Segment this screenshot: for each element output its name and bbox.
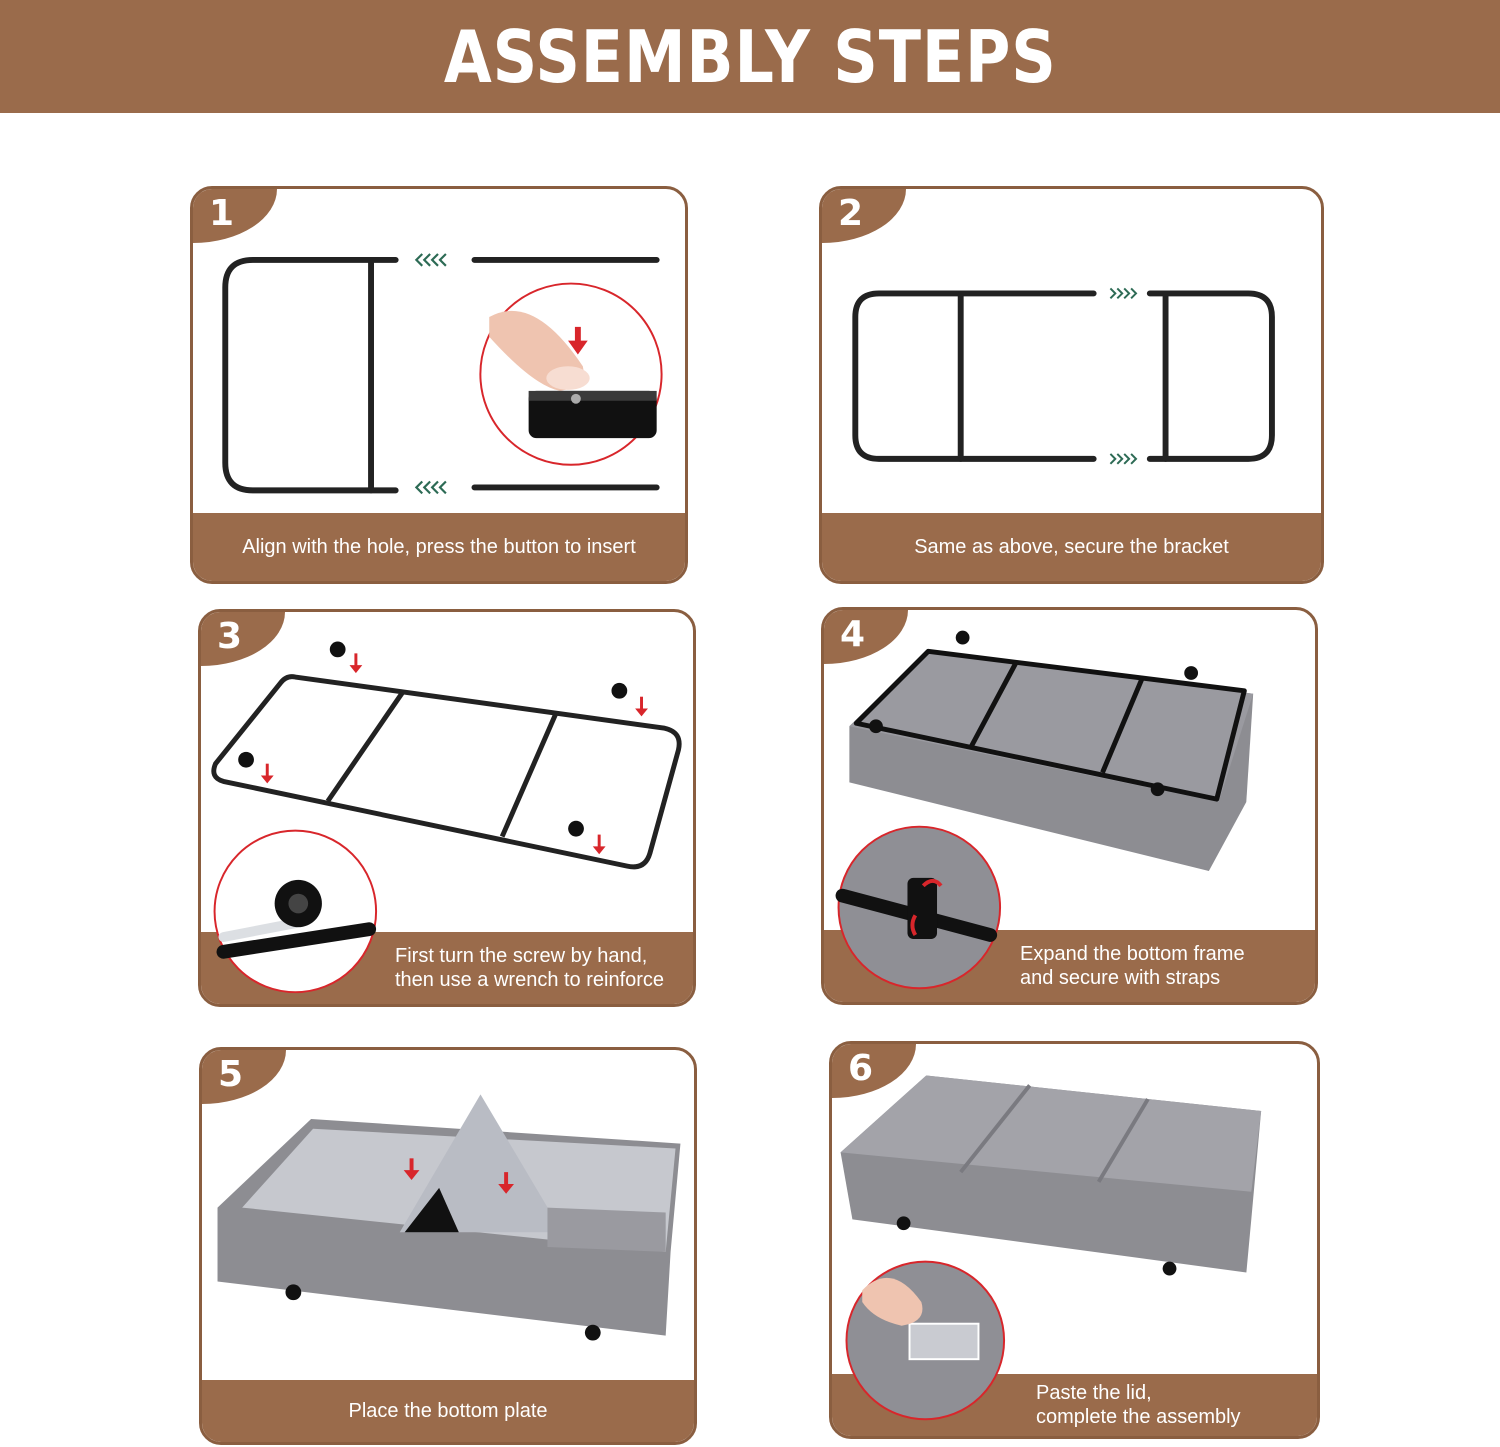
zoom-circle-icon <box>824 610 1315 1002</box>
step-3-panel <box>198 609 696 1007</box>
zoom-circle-icon <box>480 284 661 465</box>
step-2-panel <box>819 186 1324 584</box>
caption-line: Place the bottom plate <box>348 1400 548 1422</box>
caption-line: Same as above, secure the bracket <box>914 536 1229 558</box>
step-number: 2 <box>838 193 864 234</box>
step-5-panel <box>199 1047 697 1445</box>
step-caption <box>193 513 685 581</box>
caption-line: Expand the bottom frame <box>1020 943 1245 965</box>
caption-line: then use a wrench to reinforce <box>395 969 665 991</box>
insert-arrows-icon <box>416 254 446 493</box>
caption-line: First turn the screw by hand, <box>395 945 648 967</box>
caption-line: Paste the lid, <box>1036 1382 1152 1404</box>
step-number: 1 <box>209 193 235 234</box>
insert-arrows-icon <box>1110 288 1136 463</box>
caption-line: and secure with straps <box>1020 967 1221 989</box>
step-number: 4 <box>840 614 866 655</box>
caption-line: Align with the hole, press the button to insert <box>242 536 636 558</box>
step-1-panel <box>190 186 688 584</box>
header-banner <box>0 0 1500 113</box>
step-number: 5 <box>218 1054 244 1095</box>
zoom-circle-icon <box>832 1044 1317 1436</box>
zoom-circle-icon <box>201 612 693 1004</box>
page-title: ASSEMBLY STEPS <box>443 14 1057 99</box>
step-6-panel <box>829 1041 1320 1439</box>
step-number: 6 <box>848 1048 874 1089</box>
step-caption <box>822 513 1321 581</box>
caption-line: complete the assembly <box>1036 1406 1241 1428</box>
step-caption <box>202 1380 694 1442</box>
step-number: 3 <box>217 616 243 657</box>
step-4-panel <box>821 607 1318 1005</box>
